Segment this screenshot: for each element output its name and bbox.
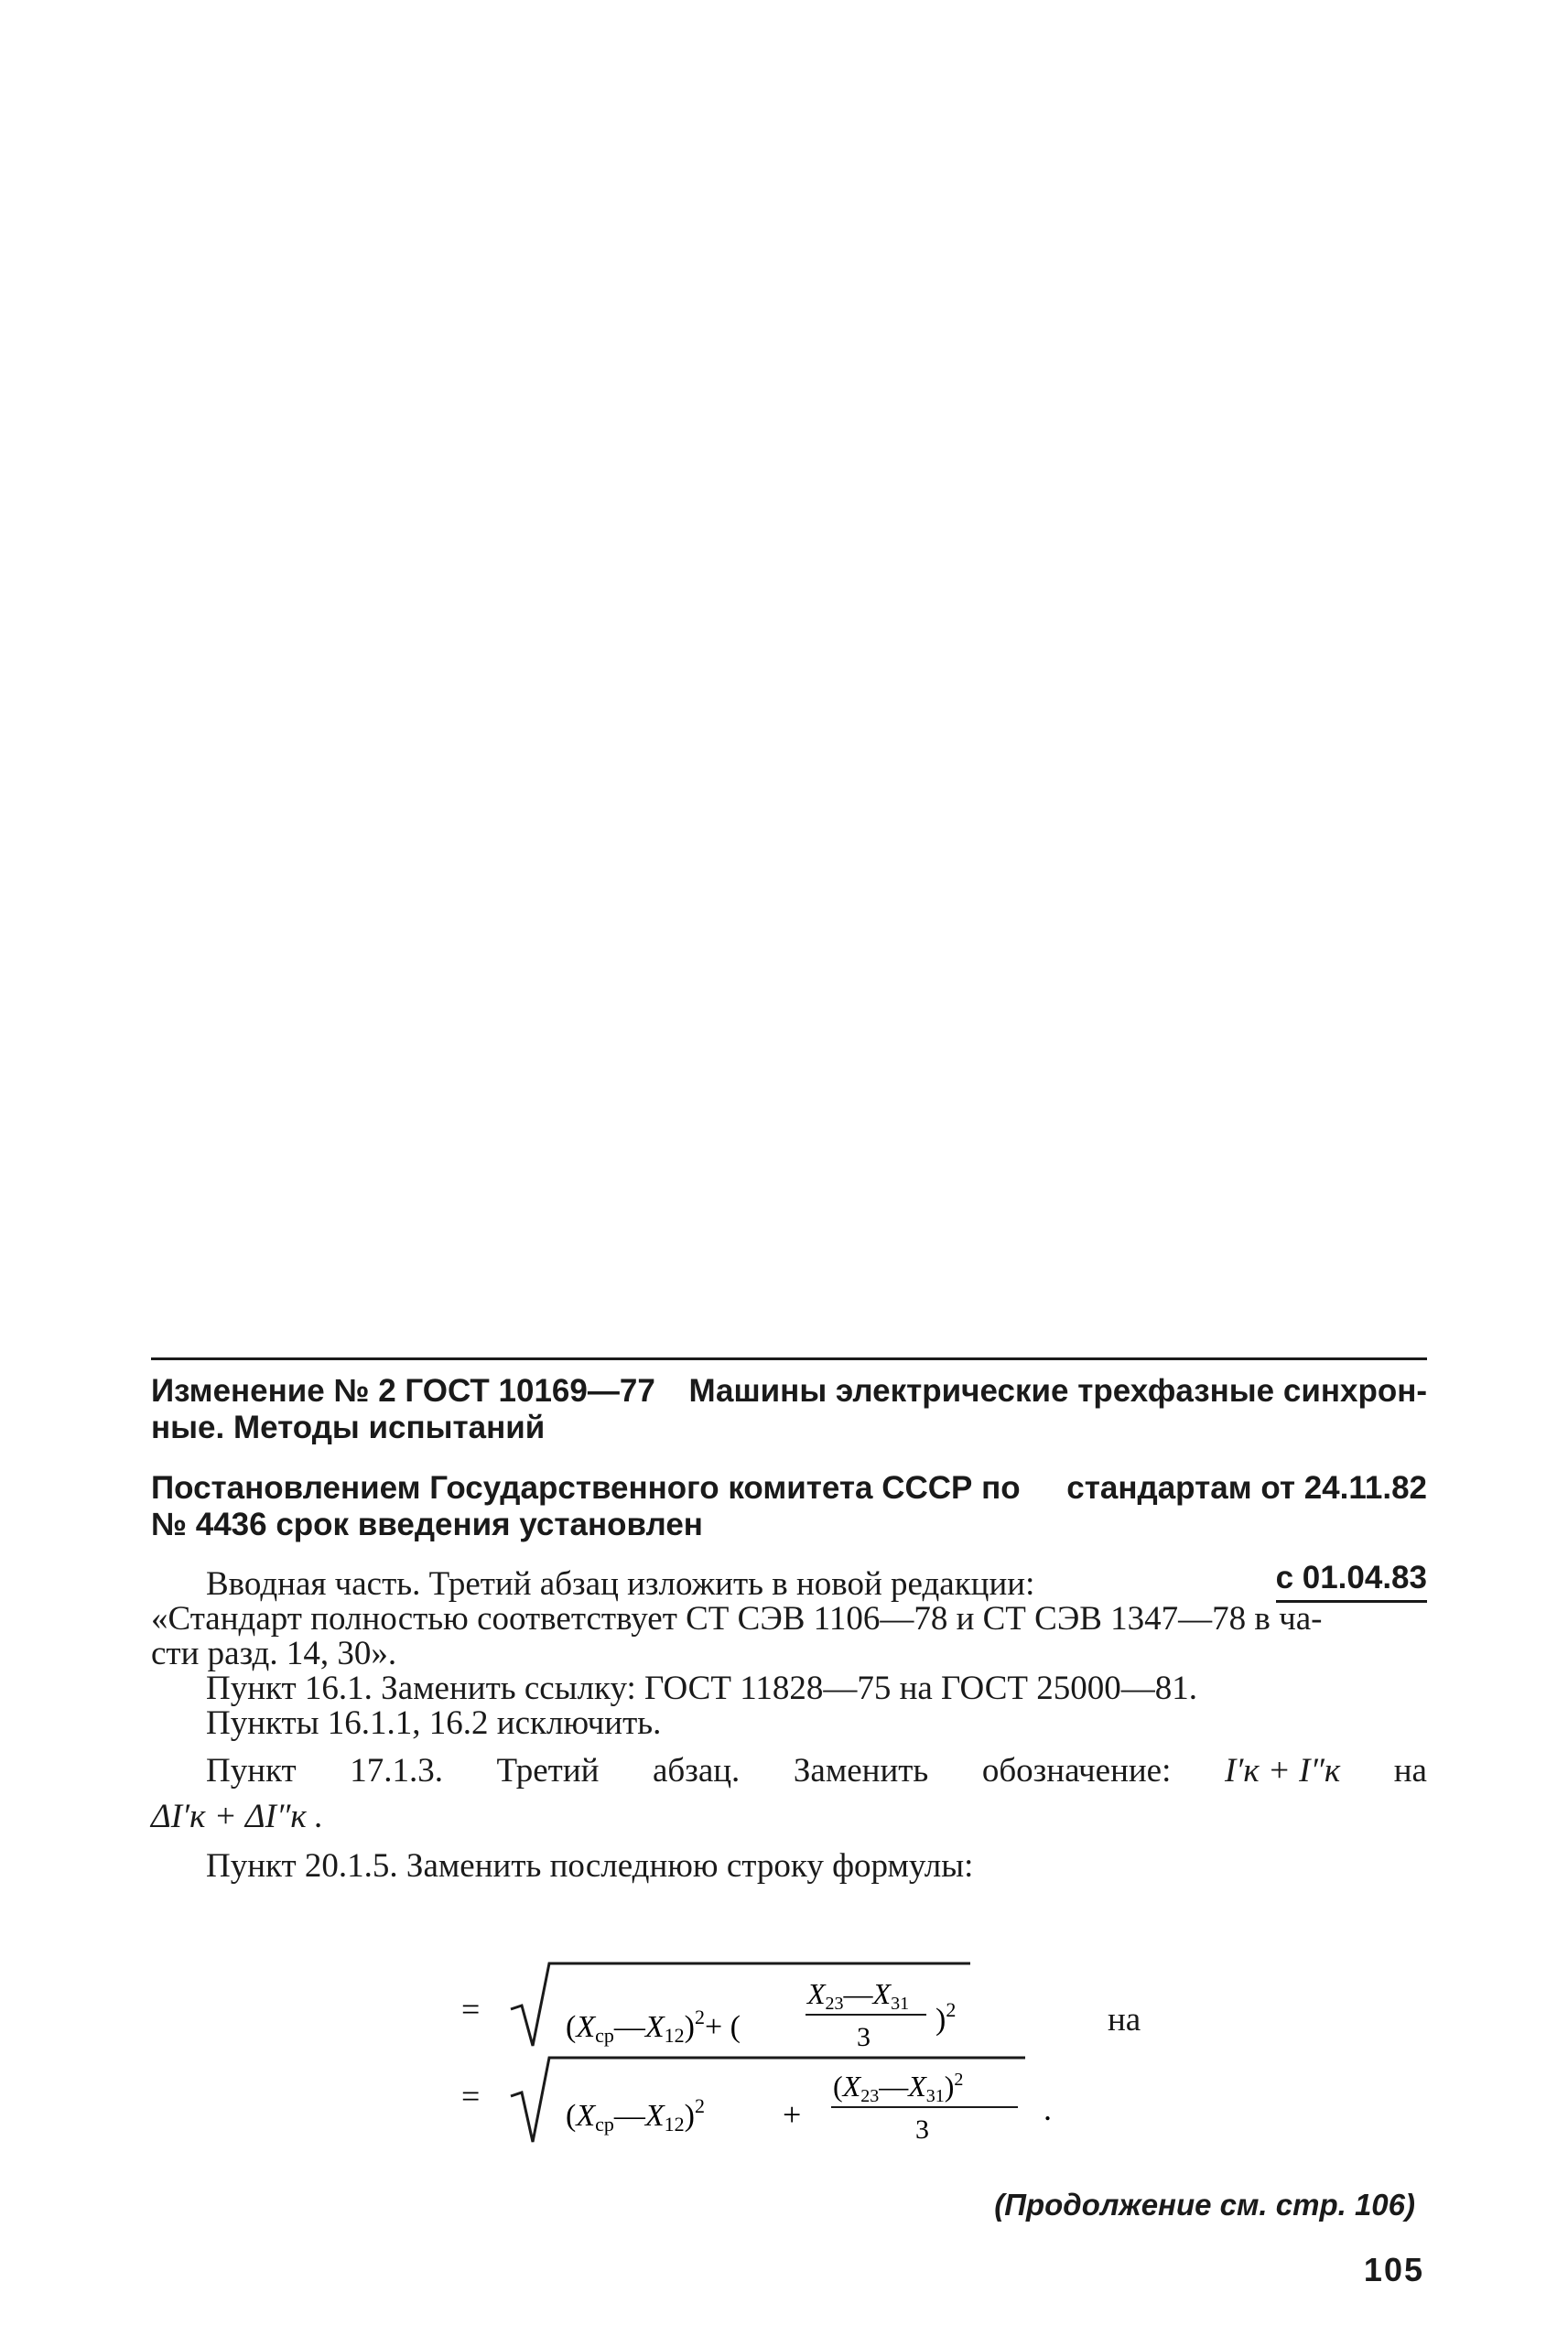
header-title-right: Машины электрические трехфазные синхрон- (688, 1373, 1427, 1409)
item-20-1-5: Пункт 20.1.5. Заменить последнюю строку формулы: (206, 1847, 974, 1885)
header-title-line2: ные. Методы испытаний (151, 1410, 546, 1445)
item-17-1-3-word2: 17.1.3. (350, 1752, 443, 1790)
header-title-line1 (151, 1373, 1427, 1410)
formula-new-plus: + (783, 2096, 802, 2133)
continuation-note: (Продолжение см. стр. 106) (994, 2188, 1415, 2222)
equals-sign-2: = (461, 2078, 481, 2114)
amendment-body (151, 1567, 1427, 1884)
formula-old-numerator: X23—X31 (807, 1977, 910, 2014)
page-number: 105 (1363, 2251, 1424, 2288)
item-17-1-3 (151, 1754, 1427, 1789)
decree-line1 (151, 1470, 1427, 1507)
formula-old-term1: (Xср—X12)$^2$+ ( (566, 2006, 741, 2047)
item-16-1: Пункт 16.1. Заменить ссылку: ГОСТ 11828—75 на ГОСТ 25000—81. (206, 1670, 1197, 1707)
item-17-1-3-word3: Третий (496, 1752, 600, 1790)
quote-line2: сти разд. 14, 30». (151, 1635, 397, 1672)
equals-sign: = (461, 1991, 481, 2028)
header-title-left: Изменение № 2 ГОСТ 10169—77 (151, 1373, 655, 1409)
item-17-1-3-word5: Заменить (793, 1752, 929, 1790)
quote-line1: «Стандарт полностью соответствует СТ СЭВ 1106—78 и СТ СЭВ 1347—78 в ча- (151, 1600, 1323, 1638)
formula-new-numerator: (X23—X31)$^2$ (833, 2070, 964, 2106)
decree-line1-right: стандартам от 24.11.82 (1066, 1470, 1427, 1506)
effective-date: с 01.04.83 (1276, 1560, 1427, 1603)
item-17-1-3-word4: абзац. (652, 1752, 741, 1790)
formula-new (458, 2050, 1080, 2160)
formula-old-denominator: 3 (857, 2022, 871, 2052)
header-rule (151, 1357, 1427, 1360)
item-17-1-3-word6: обозначение: (981, 1752, 1172, 1790)
formula-na: на (1108, 2001, 1141, 2038)
decree-line2: № 4436 срок введения установлен (151, 1507, 703, 1542)
decree-line1-left: Постановлением Государственного комитета СССР по (151, 1470, 1021, 1506)
intro-line: Вводная часть. Третий абзац изложить в новой редакции: (206, 1565, 1035, 1603)
old-designation-formula: I′к + I″к (1224, 1752, 1341, 1790)
formula-old-close: )$^2$ (935, 1998, 957, 2037)
item-17-1-3-na: на (1393, 1752, 1427, 1790)
formula-new-term1: (Xср—X12)$^2$ (566, 2094, 705, 2136)
formula-old (458, 1954, 970, 2055)
new-designation-formula: ΔI′к + ΔI″к . (151, 1798, 324, 1835)
item-17-1-3-word1: Пункт (206, 1752, 297, 1790)
formula-new-denominator: 3 (915, 2114, 929, 2145)
formula-new-period: . (1044, 2091, 1052, 2127)
item-16-1-1: Пункты 16.1.1, 16.2 исключить. (206, 1704, 662, 1742)
